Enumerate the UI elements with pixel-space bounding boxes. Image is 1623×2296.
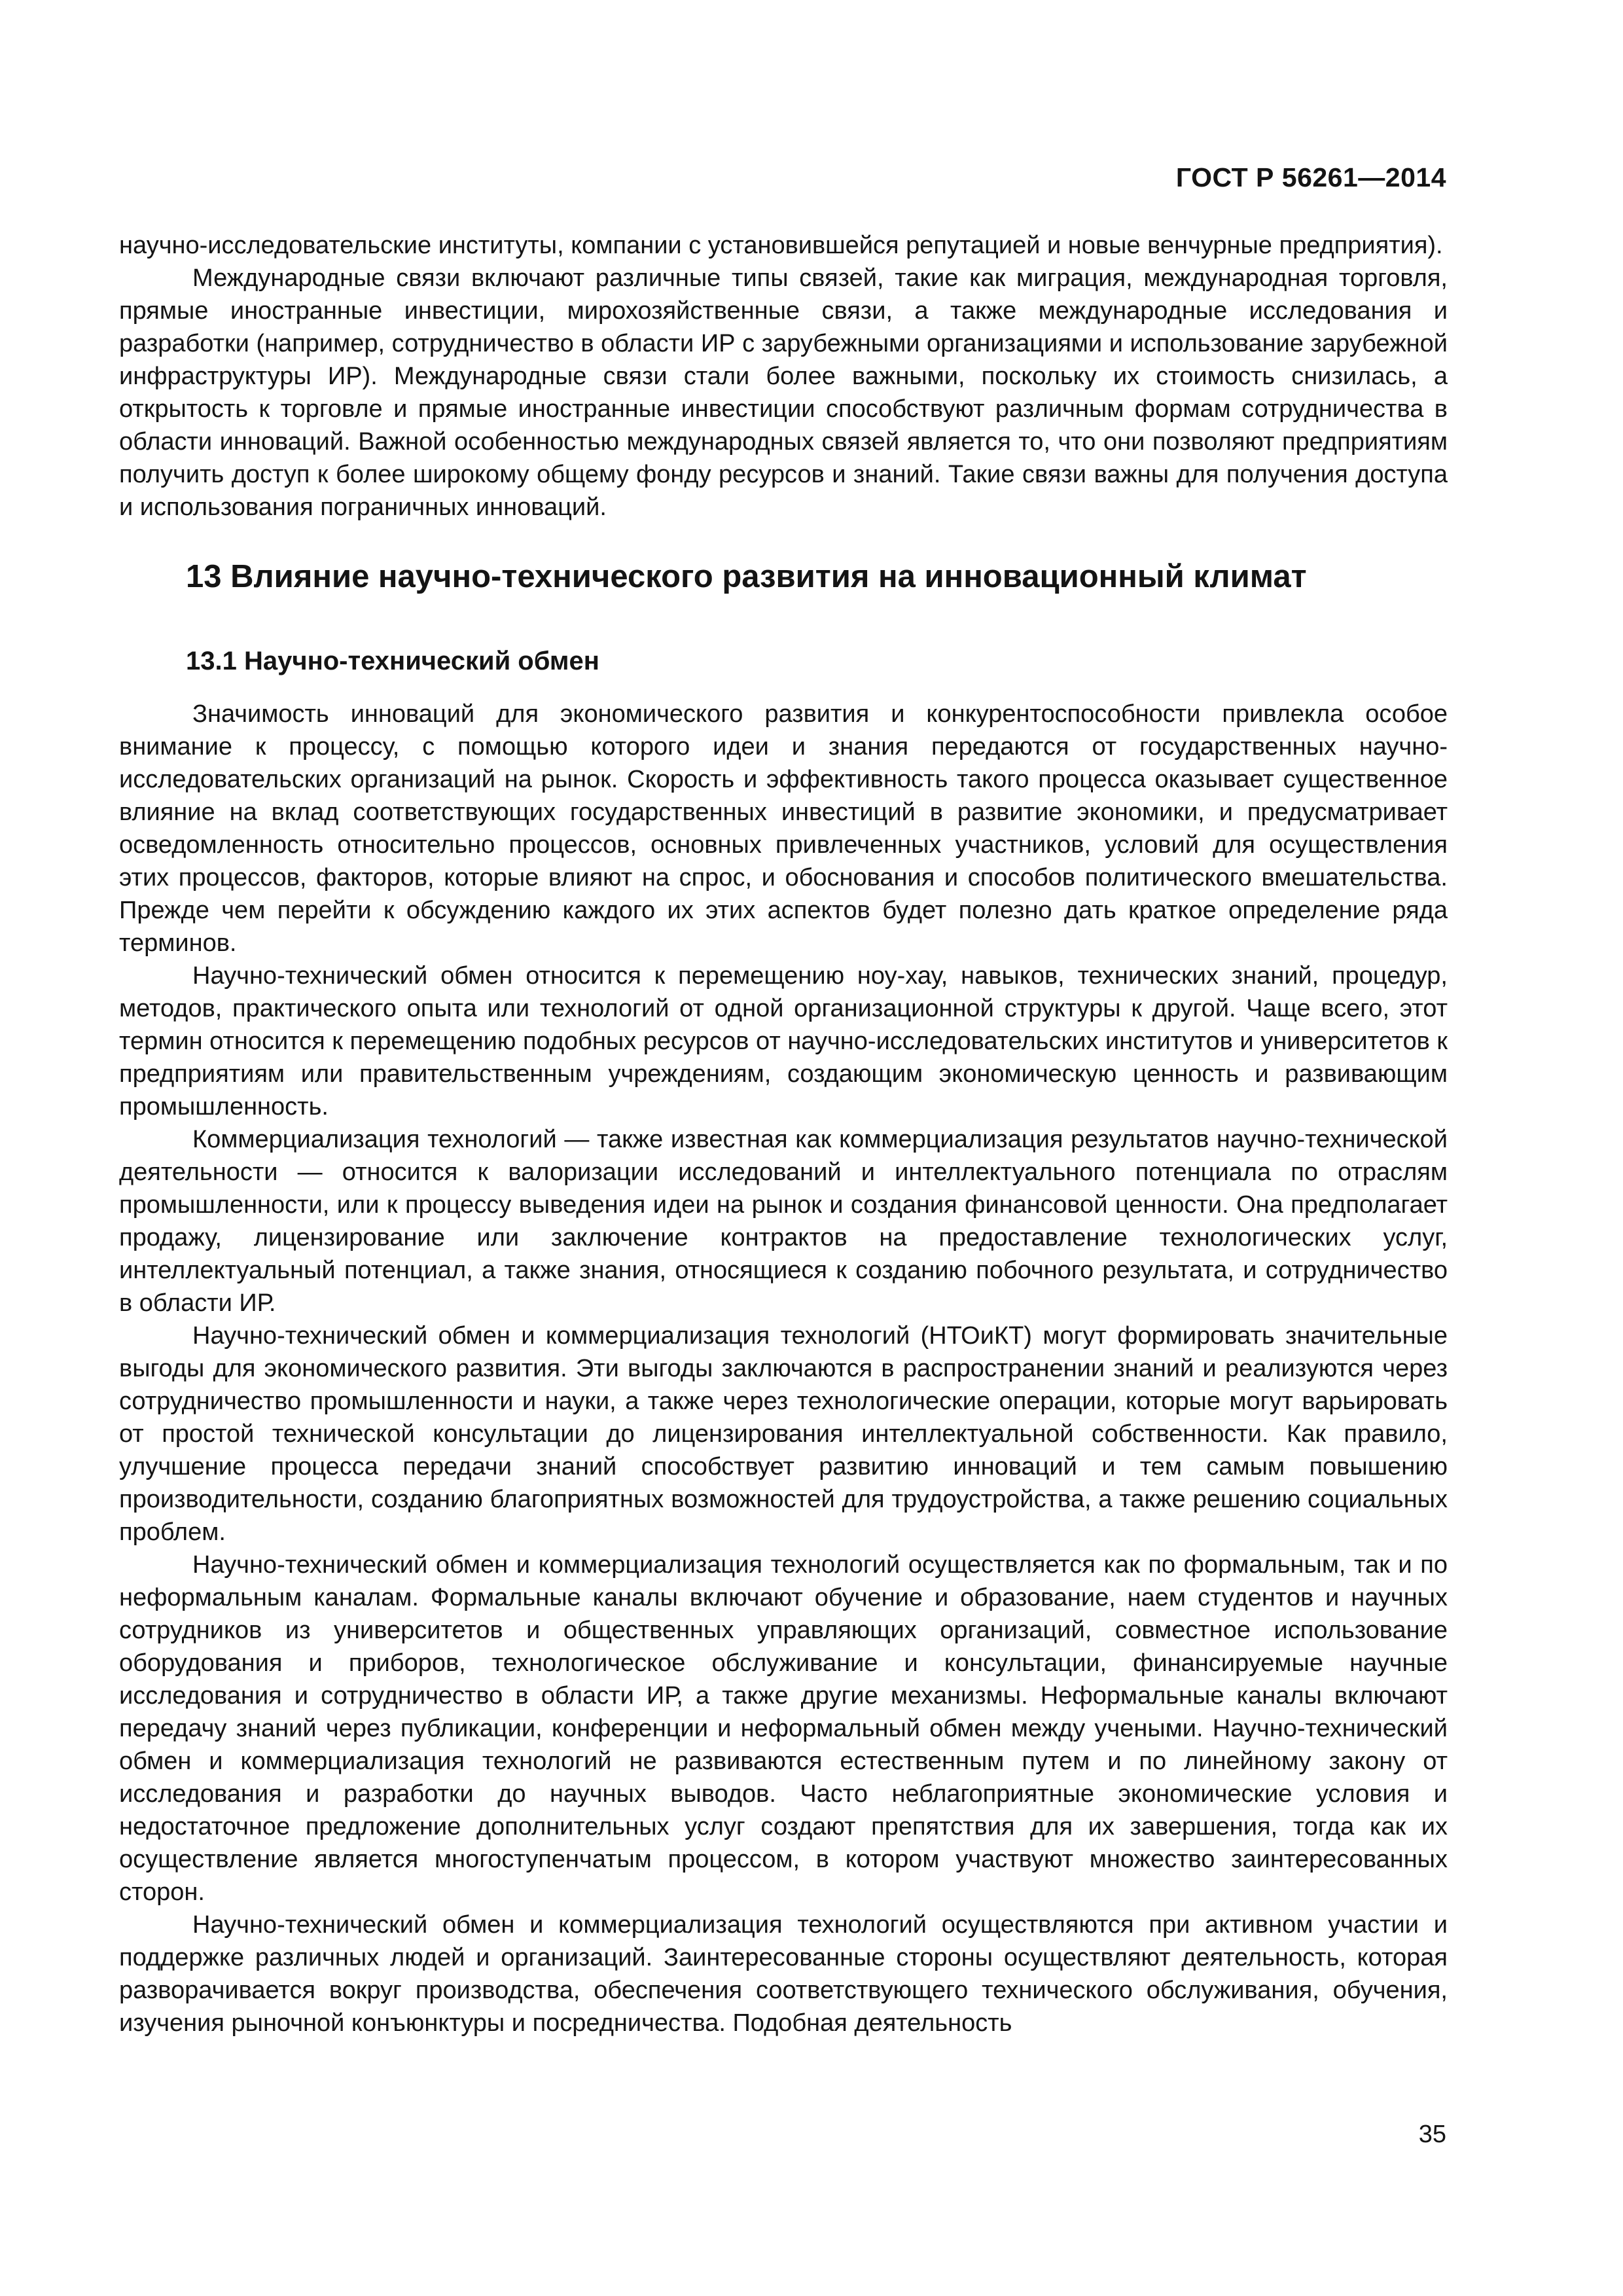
body-paragraph: Научно-технический обмен и коммерциализация технологий осуществляется как по формальным, так и по неформальным каналам. Формальные каналы включают обучение и образование, наем студентов и научных сотрудников из университетов и общественных управляющих организаций, совместное использование оборудования и приборов, технологическое обслуживание и консультации, финансируемые научные исследования и сотрудничество в области ИР, а также другие механизмы. Неформальные каналы включают передачу знаний через публикации, конференции и неформальный обмен между учеными. Научно-технический обмен и коммерциализация технологий не развиваются естественным путем и по линейному закону от исследования и разработки до научных выводов. Часто неблагоприятные экономические условия и недостаточное предложение дополнительных услуг создают препятствия для их завершения, тогда как их осуществление является многоступенчатым процессом, в котором участвуют множество заинтересованных сторон.	[119, 1551, 1448, 1906]
page-number: 35	[1418, 2121, 1446, 2148]
page-body	[119, 229, 1448, 2039]
body-paragraph: Значимость инноваций для экономического развития и конкурентоспособности привлекла особое внимание к процессу, с помощью которого идеи и знания передаются от государственных научно-исследовательских организаций на рынок. Скорость и эффективность такого процесса оказывает существенное влияние на вклад соответствующих государственных инвестиций в развитие экономики, и предусматривает осведомленность относительно процессов, основных привлеченных участников, условий для осуществления этих процессов, факторов, которые влияют на спрос, и обоснования и способов политического вмешательства. Прежде чем перейти к обсуждению каждого их этих аспектов будет полезно дать краткое определение ряда терминов.	[119, 700, 1448, 957]
body-paragraph: Научно-технический обмен и коммерциализация технологий (НТОиКТ) могут формировать значительные выгоды для экономического развития. Эти выгоды заключаются в распространении знаний и реализуются через сотрудничество промышленности и науки, а также через технологические операции, которые могут варьировать от простой технической консультации до лицензирования интеллектуальной собственности. Как правило, улучшение процесса передачи знаний способствует развитию инноваций и тем самым повышению производительности, созданию благоприятных возможностей для трудоустройства, а также решению социальных проблем.	[119, 1322, 1448, 1546]
document-header-standard: ГОСТ Р 56261—2014	[1175, 162, 1446, 192]
body-paragraph: Научно-технический обмен относится к перемещению ноу-хау, навыков, технических знаний, процедур, методов, практического опыта или технологий от одной организационной структуры к другой. Чаще всего, этот термин относится к перемещению подобных ресурсов от научно-исследовательских институтов и университетов к предприятиям или правительственным учреждениям, создающим экономическую ценность и развивающим промышленность.	[119, 962, 1448, 1121]
section-heading: 13 Влияние научно-технического развития на инновационный климат	[186, 559, 1307, 594]
body-paragraph: Международные связи включают различные типы связей, такие как миграция, международная торговля, прямые иностранные инвестиции, мирохозяйственные связи, а также международные исследования и разработки (например, сотрудничество в области ИР с зарубежными организациями и использование зарубежной инфраструктуры ИР). Международные связи стали более важными, поскольку их стоимость снизилась, а открытость к торговле и прямые иностранные инвестиции способствуют различным формам сотрудничества в области инноваций. Важной особенностью международных связей является то, что они позволяют предприятиям получить доступ к более широкому общему фонду ресурсов и знаний. Такие связи важны для получения доступа и использования пограничных инноваций.	[119, 264, 1448, 521]
body-paragraph: Коммерциализация технологий — также известная как коммерциализация результатов научно-технической деятельности — относится к валоризации исследований и интеллектуального потенциала по отраслям промышленности, или к процессу выведения идеи на рынок и создания финансовой ценности. Она предполагает продажу, лицензирование или заключение контрактов на предоставление технологических услуг, интеллектуальный потенциал, а также знания, относящиеся к созданию побочного результата, и сотрудничество в области ИР.	[119, 1126, 1448, 1317]
subsection-heading: 13.1 Научно-технический обмен	[186, 647, 599, 675]
body-paragraph: научно-исследовательские институты, компании с установившейся репутацией и новые венчурные предприятия).	[119, 232, 1443, 259]
body-paragraph: Научно-технический обмен и коммерциализация технологий осуществляются при активном участии и поддержке различных людей и организаций. Заинтересованные стороны осуществляют деятельность, которая разворачивается вокруг производства, обеспечения соответствующего технического обслуживания, обучения, изучения рыночной конъюнктуры и посредничества. Подобная деятельность	[119, 1911, 1448, 2037]
